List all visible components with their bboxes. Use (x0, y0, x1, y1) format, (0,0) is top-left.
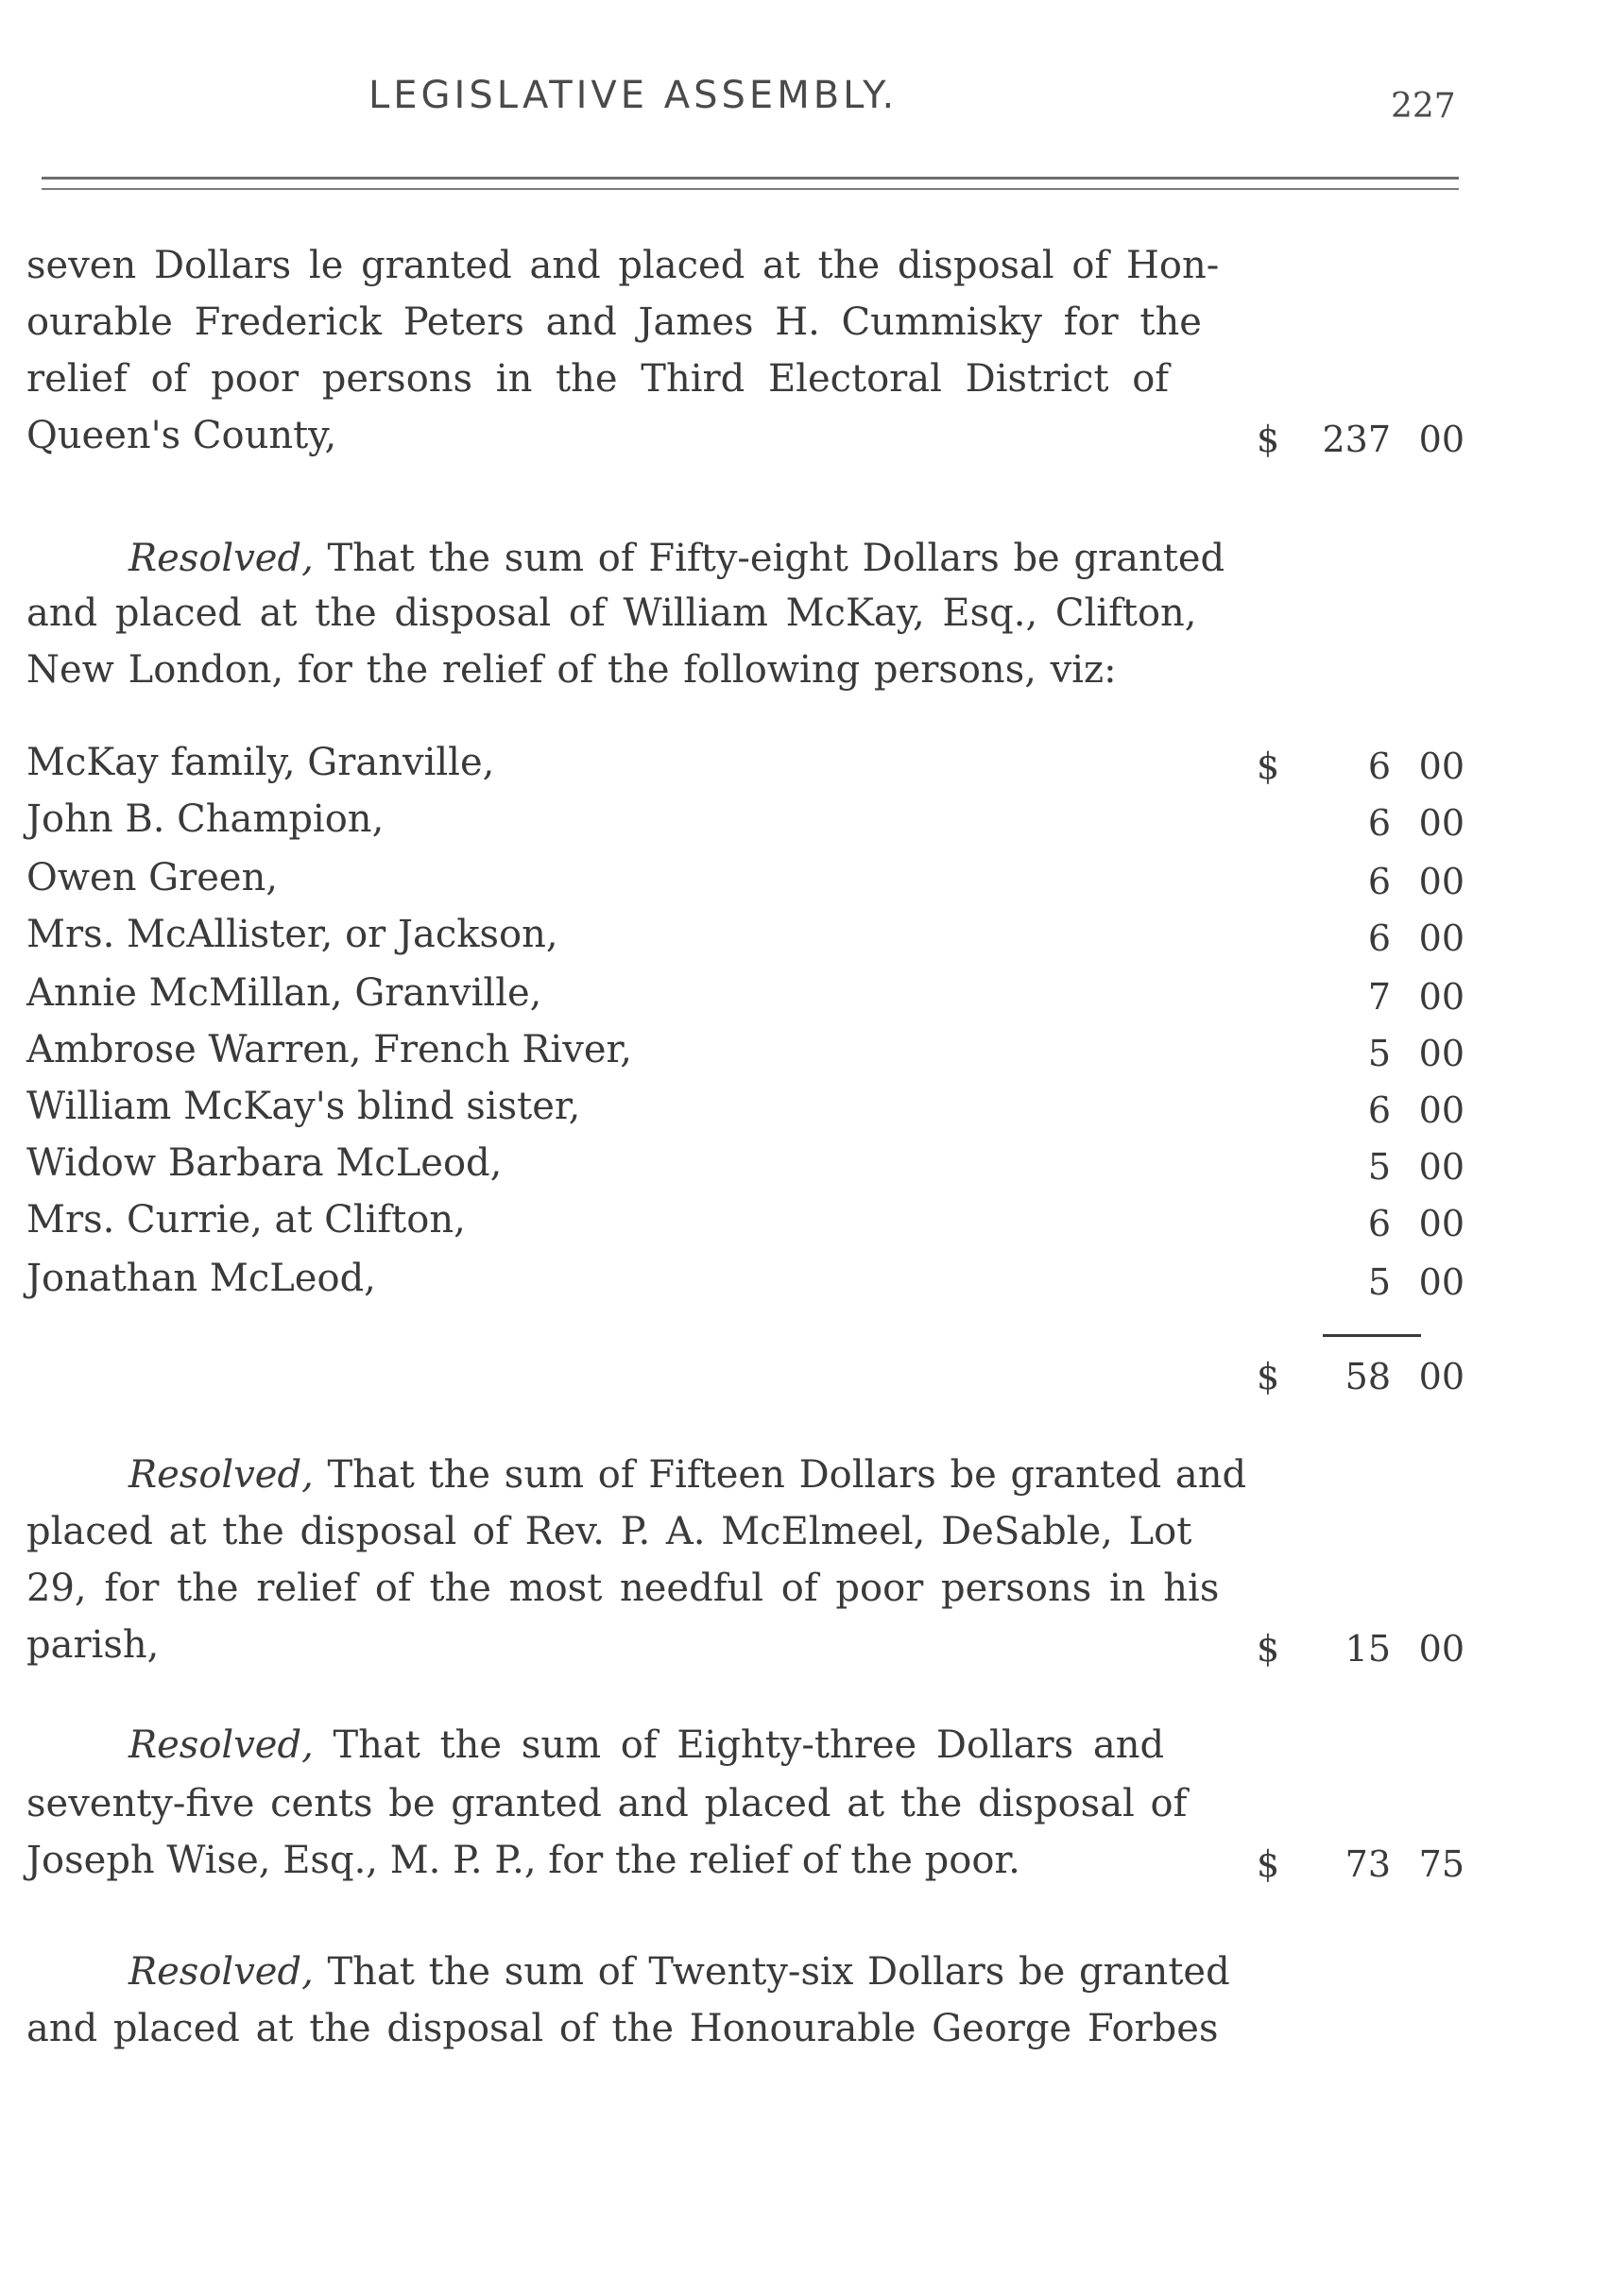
resolution-first-line (128, 1448, 1246, 1502)
list-item-name: John B. Champion, (26, 797, 385, 841)
text-line: 29, for the relief of the most needful of poor persons in his (26, 1567, 1220, 1610)
text-span: That the sum of Fifty-eight Dollars be granted (327, 537, 1225, 580)
amount-dollars: 5 (1367, 1146, 1391, 1188)
text-line: and placed at the disposal of William McKay, Esq., Clifton, (26, 591, 1197, 635)
text-line: New London, for the relief of the following persons, viz: (26, 648, 1117, 692)
amount-dollars: 5 (1367, 1261, 1391, 1303)
amount-cents: 75 (1418, 1843, 1464, 1885)
total-rule (1323, 1334, 1421, 1337)
currency-sign (1257, 1026, 1291, 1081)
amount-cents: 00 (1418, 976, 1464, 1018)
list-item-amount (1257, 739, 1464, 794)
resolution-first-line (128, 1945, 1230, 1999)
resolution-first-line (128, 531, 1225, 586)
text-line: placed at the disposal of Rev. P. A. McElmeel, DeSable, Lot (26, 1510, 1192, 1553)
total-amount (1257, 1349, 1464, 1404)
amount-cents: 00 (1418, 1356, 1464, 1397)
currency-sign (1257, 1255, 1291, 1310)
amount-cents: 00 (1418, 1146, 1464, 1188)
text-span: That the sum of Twenty-six Dollars be granted (327, 1950, 1230, 1994)
currency-sign (1257, 911, 1291, 966)
amount-237 (1257, 412, 1464, 467)
text-line: parish, (26, 1623, 160, 1667)
amount-dollars: 6 (1367, 1089, 1391, 1131)
amount-cents: 00 (1418, 802, 1464, 844)
list-item-name: William McKay's blind sister, (26, 1085, 581, 1128)
amount-cents: 00 (1418, 1033, 1464, 1074)
text-line: ourable Frederick Peters and James H. Cummisky for the (26, 300, 1202, 344)
list-item-amount (1257, 1026, 1464, 1081)
amount-dollars: 73 (1345, 1843, 1391, 1885)
currency-sign: $ (1257, 1628, 1280, 1670)
list-item-amount (1257, 911, 1464, 966)
page-header-title: LEGISLATIVE ASSEMBLY. (368, 74, 899, 117)
list-item-amount (1257, 1255, 1464, 1310)
text-span: That the sum of Fifteen Dollars be granted and (327, 1453, 1247, 1497)
amount-15 (1257, 1621, 1464, 1676)
amount-cents: 00 (1418, 917, 1464, 959)
currency-sign: $ (1257, 745, 1280, 787)
amount-cents: 00 (1418, 1628, 1464, 1670)
amount-cents: 00 (1418, 1089, 1464, 1131)
amount-cents: 00 (1418, 745, 1464, 787)
list-item-amount (1257, 969, 1464, 1024)
amount-dollars: 6 (1367, 745, 1391, 787)
list-item-amount (1257, 1139, 1464, 1194)
text-line: seventy-five cents be granted and placed at the disposal of (26, 1782, 1188, 1825)
list-item-amount (1257, 854, 1464, 909)
currency-sign (1257, 1196, 1291, 1251)
currency-sign (1257, 854, 1291, 909)
list-item-name: Jonathan McLeod, (26, 1257, 376, 1300)
list-item-name: Annie McMillan, Granville, (26, 971, 542, 1015)
amount-73-75 (1257, 1837, 1464, 1892)
list-item-amount (1257, 1196, 1464, 1251)
amount-dollars: 7 (1367, 976, 1391, 1018)
header-rule (42, 177, 1459, 180)
page-number: 227 (1391, 87, 1456, 126)
currency-sign: $ (1257, 1356, 1280, 1397)
text-line: Joseph Wise, Esq., M. P. P., for the relief of the poor. (26, 1839, 1020, 1882)
header-rule-secondary (42, 188, 1459, 190)
list-item-name: Mrs. McAllister, or Jackson, (26, 913, 558, 956)
amount-dollars: 6 (1367, 1203, 1391, 1244)
amount-dollars: 6 (1367, 861, 1391, 902)
resolved-label: Resolved, (128, 1950, 314, 1994)
list-item-amount (1257, 1083, 1464, 1138)
resolved-label: Resolved, (128, 537, 314, 580)
text-line: seven Dollars le granted and placed at the disposal of Hon- (26, 244, 1220, 287)
list-item-name: McKay family, Granville, (26, 741, 495, 784)
list-item-name: Owen Green, (26, 856, 279, 900)
amount-dollars: 6 (1367, 802, 1391, 844)
amount-cents: 00 (1418, 1203, 1464, 1244)
currency-sign (1257, 1139, 1291, 1194)
list-item-name: Mrs. Currie, at Clifton, (26, 1198, 466, 1242)
amount-cents: 00 (1418, 419, 1464, 460)
amount-dollars: 237 (1322, 419, 1391, 460)
amount-cents: 00 (1418, 1261, 1464, 1303)
resolved-label: Resolved, (128, 1453, 314, 1497)
currency-sign (1257, 796, 1291, 850)
amount-dollars: 6 (1367, 917, 1391, 959)
resolution-first-line (128, 1718, 1164, 1773)
text-line: Queen's County, (26, 414, 337, 457)
amount-dollars: 15 (1345, 1628, 1391, 1670)
text-line: and placed at the disposal of the Honourable George Forbes (26, 2007, 1219, 2050)
text-line: relief of poor persons in the Third Electoral District of (26, 357, 1170, 401)
currency-sign: $ (1257, 1843, 1280, 1885)
currency-sign (1257, 969, 1291, 1024)
list-item-name: Ambrose Warren, French River, (26, 1028, 632, 1071)
list-item-name: Widow Barbara McLeod, (26, 1141, 503, 1185)
amount-cents: 00 (1418, 861, 1464, 902)
resolved-label: Resolved, (128, 1723, 314, 1767)
list-item-amount (1257, 796, 1464, 850)
amount-dollars: 5 (1367, 1033, 1391, 1074)
currency-sign (1257, 1083, 1291, 1138)
currency-sign: $ (1257, 419, 1280, 460)
text-span: That the sum of Eighty-three Dollars and (333, 1723, 1165, 1767)
amount-dollars: 58 (1345, 1356, 1391, 1397)
